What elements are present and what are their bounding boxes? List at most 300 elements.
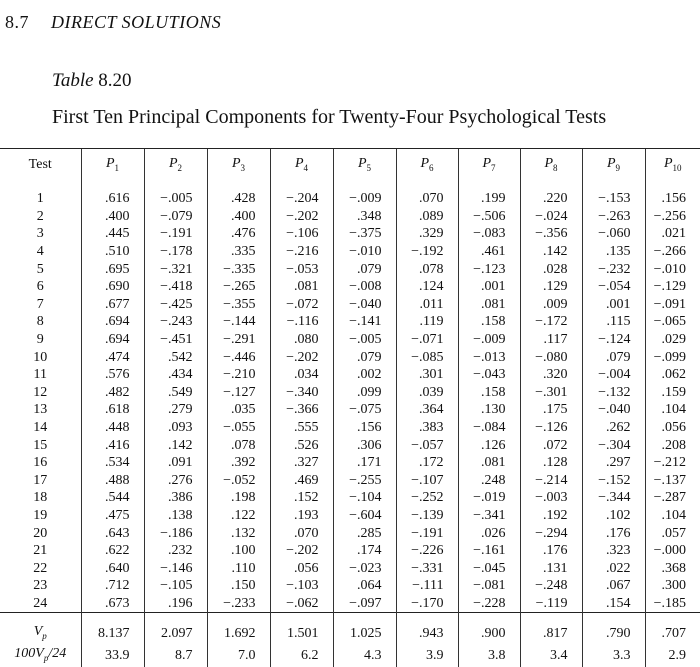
loading-cell: .142 <box>520 243 582 261</box>
loading-cell: .445 <box>81 225 144 243</box>
loading-cell: −.057 <box>396 436 458 454</box>
table-label <box>52 70 132 92</box>
loading-cell: .386 <box>144 489 207 507</box>
loading-cell: −.054 <box>582 278 645 296</box>
loading-cell: .618 <box>81 401 144 419</box>
loading-cell: −.202 <box>270 348 333 366</box>
col-header-p1: $P_1$ <box>81 149 144 180</box>
loading-cell: −.161 <box>458 542 520 560</box>
loading-cell: .150 <box>207 577 270 595</box>
loading-cell: .158 <box>458 384 520 402</box>
loading-cell: −.079 <box>144 208 207 226</box>
loading-cell: .122 <box>207 507 270 525</box>
loading-cell: .119 <box>396 313 458 331</box>
col-header-p6: $P_6$ <box>396 149 458 180</box>
loading-cell: −.366 <box>270 401 333 419</box>
loading-cell: .081 <box>270 278 333 296</box>
loading-cell: −.153 <box>582 180 645 208</box>
table-row <box>0 454 700 472</box>
test-number: 18 <box>33 490 48 506</box>
loading-cell: .279 <box>144 401 207 419</box>
loading-cell: .616 <box>81 180 144 208</box>
table-row <box>0 313 700 331</box>
loading-cell: −.055 <box>207 419 270 437</box>
pct-value: 7.0 <box>207 645 270 667</box>
table-row <box>0 507 700 525</box>
loading-cell: .156 <box>333 419 396 437</box>
loading-cell: .104 <box>645 401 700 419</box>
loading-cell: .001 <box>582 296 645 314</box>
loading-cell: −.604 <box>333 507 396 525</box>
loading-cell: −.263 <box>582 208 645 226</box>
test-number: 7 <box>36 296 44 312</box>
table-title: First Ten Principal Components for Twenty-Four Psychological Tests <box>52 106 607 128</box>
loading-cell: .104 <box>645 507 700 525</box>
loading-cell: −.178 <box>144 243 207 261</box>
col-header-p7: $P_7$ <box>458 149 520 180</box>
table-row <box>0 419 700 437</box>
loading-cell: −.191 <box>396 524 458 542</box>
loading-cell: −.344 <box>582 489 645 507</box>
test-number: 12 <box>33 384 48 400</box>
loading-cell: −.105 <box>144 577 207 595</box>
loading-cell: −.204 <box>270 180 333 208</box>
loading-cell: .673 <box>81 595 144 613</box>
loading-cell: .102 <box>582 507 645 525</box>
loading-cell: −.172 <box>520 313 582 331</box>
table-row <box>0 180 700 208</box>
loading-cell: .368 <box>645 559 700 577</box>
loading-cell: −.129 <box>645 278 700 296</box>
loading-cell: −.186 <box>144 524 207 542</box>
pct-value: 3.9 <box>396 645 458 667</box>
loading-cell: −.304 <box>582 436 645 454</box>
table-row <box>0 436 700 454</box>
loading-cell: −.005 <box>333 331 396 349</box>
test-number: 5 <box>36 261 44 277</box>
loading-cell: −.097 <box>333 595 396 613</box>
loading-cell: .488 <box>81 472 144 490</box>
loading-cell: .329 <box>396 225 458 243</box>
principal-components-table <box>0 149 700 667</box>
loading-cell: .549 <box>144 384 207 402</box>
test-number: 20 <box>33 525 48 541</box>
test-number: 6 <box>36 279 44 295</box>
loading-cell: .172 <box>396 454 458 472</box>
test-number: 1 <box>36 191 44 207</box>
section-title: DIRECT SOLUTIONS <box>51 12 222 32</box>
loading-cell: −.126 <box>520 419 582 437</box>
table-row <box>0 243 700 261</box>
loading-cell: .383 <box>396 419 458 437</box>
loading-cell: .475 <box>81 507 144 525</box>
loading-cell: −.119 <box>520 595 582 613</box>
loading-cell: −.080 <box>520 348 582 366</box>
loading-cell: −.216 <box>270 243 333 261</box>
col-header-p10: $P_{10}$ <box>645 149 700 180</box>
table-row <box>0 489 700 507</box>
loading-cell: .335 <box>207 243 270 261</box>
loading-cell: −.060 <box>582 225 645 243</box>
table-label-prefix: Table <box>52 70 94 91</box>
loading-cell: −.040 <box>582 401 645 419</box>
loading-cell: −.081 <box>458 577 520 595</box>
loading-cell: −.192 <box>396 243 458 261</box>
loading-cell: −.139 <box>396 507 458 525</box>
loading-cell: .079 <box>333 348 396 366</box>
loading-cell: .081 <box>458 296 520 314</box>
loading-cell: −.266 <box>645 243 700 261</box>
loading-cell: .428 <box>207 180 270 208</box>
loading-cell: −.451 <box>144 331 207 349</box>
loading-cell: .526 <box>270 436 333 454</box>
loading-cell: −.214 <box>520 472 582 490</box>
loading-cell: .022 <box>582 559 645 577</box>
loading-cell: .117 <box>520 331 582 349</box>
loading-cell: −.043 <box>458 366 520 384</box>
loading-cell: −.243 <box>144 313 207 331</box>
loading-cell: −.252 <box>396 489 458 507</box>
loading-cell: .079 <box>582 348 645 366</box>
table-row <box>0 384 700 402</box>
loading-cell: .193 <box>270 507 333 525</box>
loading-cell: −.000 <box>645 542 700 560</box>
pct-value: 3.4 <box>520 645 582 667</box>
loading-cell: .001 <box>458 278 520 296</box>
loading-cell: −.232 <box>582 260 645 278</box>
vp-value: .817 <box>520 613 582 645</box>
loading-cell: .158 <box>458 313 520 331</box>
loading-cell: .029 <box>645 331 700 349</box>
loading-cell: −.212 <box>645 454 700 472</box>
loading-cell: −.005 <box>144 180 207 208</box>
loading-cell: .694 <box>81 331 144 349</box>
loading-cell: .695 <box>81 260 144 278</box>
loading-cell: .131 <box>520 559 582 577</box>
loading-cell: −.202 <box>270 542 333 560</box>
loading-cell: .196 <box>144 595 207 613</box>
pct-value: 8.7 <box>144 645 207 667</box>
table-row <box>0 208 700 226</box>
loading-cell: .039 <box>396 384 458 402</box>
loading-cell: .301 <box>396 366 458 384</box>
loading-cell: .434 <box>144 366 207 384</box>
table-row <box>0 260 700 278</box>
loading-cell: −.107 <box>396 472 458 490</box>
test-number: 22 <box>33 560 48 576</box>
loading-cell: −.071 <box>396 331 458 349</box>
pct-row <box>0 645 700 667</box>
loading-cell: .276 <box>144 472 207 490</box>
loading-cell: −.072 <box>270 296 333 314</box>
loading-cell: .126 <box>458 436 520 454</box>
loading-cell: .057 <box>645 524 700 542</box>
loading-cell: −.065 <box>645 313 700 331</box>
loading-cell: .062 <box>645 366 700 384</box>
loading-cell: .099 <box>333 384 396 402</box>
loading-cell: .171 <box>333 454 396 472</box>
test-number: 19 <box>33 507 48 523</box>
loading-cell: .199 <box>458 180 520 208</box>
loading-cell: .555 <box>270 419 333 437</box>
loading-cell: .132 <box>207 524 270 542</box>
test-number: 8 <box>36 314 44 330</box>
col-header-p3: $P_3$ <box>207 149 270 180</box>
loading-cell: .128 <box>520 454 582 472</box>
col-header-p8: $P_8$ <box>520 149 582 180</box>
loading-cell: −.418 <box>144 278 207 296</box>
loading-cell: −.191 <box>144 225 207 243</box>
loading-cell: −.040 <box>333 296 396 314</box>
table-row <box>0 278 700 296</box>
loading-cell: −.104 <box>333 489 396 507</box>
loading-cell: −.009 <box>458 331 520 349</box>
loading-cell: −.331 <box>396 559 458 577</box>
test-number: 4 <box>36 244 44 260</box>
loading-cell: .072 <box>520 436 582 454</box>
vp-value: 8.137 <box>81 613 144 645</box>
loading-cell: .064 <box>333 577 396 595</box>
loading-cell: −.301 <box>520 384 582 402</box>
loading-cell: .320 <box>520 366 582 384</box>
loading-cell: −.062 <box>270 595 333 613</box>
loading-cell: .093 <box>144 419 207 437</box>
pct-value: 2.9 <box>645 645 700 667</box>
loading-cell: .482 <box>81 384 144 402</box>
loading-cell: −.291 <box>207 331 270 349</box>
loading-cell: −.010 <box>645 260 700 278</box>
table-row <box>0 542 700 560</box>
running-header <box>5 12 221 33</box>
loading-cell: −.256 <box>645 208 700 226</box>
loading-cell: .208 <box>645 436 700 454</box>
loading-cell: .009 <box>520 296 582 314</box>
table-body <box>0 180 700 613</box>
col-header-p5: $P_5$ <box>333 149 396 180</box>
loading-cell: −.294 <box>520 524 582 542</box>
loading-cell: −.356 <box>520 225 582 243</box>
loading-cell: −.340 <box>270 384 333 402</box>
table-row <box>0 331 700 349</box>
loading-cell: −.127 <box>207 384 270 402</box>
table-row <box>0 225 700 243</box>
loading-cell: .142 <box>144 436 207 454</box>
loading-cell: −.024 <box>520 208 582 226</box>
table-row <box>0 366 700 384</box>
loading-cell: .159 <box>645 384 700 402</box>
loading-cell: .392 <box>207 454 270 472</box>
pct-label: $100V_p/24$ <box>14 646 67 663</box>
loading-cell: .056 <box>645 419 700 437</box>
table-header-row <box>0 149 700 180</box>
loading-cell: −.075 <box>333 401 396 419</box>
loading-cell: .152 <box>270 489 333 507</box>
loading-cell: .056 <box>270 559 333 577</box>
loading-cell: −.226 <box>396 542 458 560</box>
vp-value: .900 <box>458 613 520 645</box>
loading-cell: .220 <box>520 180 582 208</box>
loading-cell: .034 <box>270 366 333 384</box>
loading-cell: .643 <box>81 524 144 542</box>
test-number: 3 <box>36 226 44 242</box>
loading-cell: −.009 <box>333 180 396 208</box>
loading-cell: −.287 <box>645 489 700 507</box>
loading-cell: .138 <box>144 507 207 525</box>
loading-cell: −.023 <box>333 559 396 577</box>
loading-cell: .690 <box>81 278 144 296</box>
loading-cell: −.106 <box>270 225 333 243</box>
loading-cell: .448 <box>81 419 144 437</box>
loading-cell: .510 <box>81 243 144 261</box>
loading-cell: .070 <box>396 180 458 208</box>
test-number: 24 <box>33 595 48 611</box>
loading-cell: .306 <box>333 436 396 454</box>
loading-cell: .364 <box>396 401 458 419</box>
loading-cell: .174 <box>333 542 396 560</box>
loading-cell: .469 <box>270 472 333 490</box>
pct-value: 3.3 <box>582 645 645 667</box>
loading-cell: −.013 <box>458 348 520 366</box>
loading-cell: −.185 <box>645 595 700 613</box>
loading-cell: −.004 <box>582 366 645 384</box>
loading-cell: .154 <box>582 595 645 613</box>
loading-cell: .400 <box>81 208 144 226</box>
test-number: 17 <box>33 472 48 488</box>
pct-value: 4.3 <box>333 645 396 667</box>
loading-cell: −.375 <box>333 225 396 243</box>
loading-cell: .135 <box>582 243 645 261</box>
vp-value: 1.692 <box>207 613 270 645</box>
loading-cell: .262 <box>582 419 645 437</box>
col-header-p4: $P_4$ <box>270 149 333 180</box>
loading-cell: −.141 <box>333 313 396 331</box>
vp-value: 1.025 <box>333 613 396 645</box>
section-number: 8.7 <box>5 12 29 32</box>
test-number: 14 <box>33 420 48 436</box>
test-number: 23 <box>33 578 48 594</box>
test-number: 15 <box>33 437 48 453</box>
loading-cell: −.019 <box>458 489 520 507</box>
loading-cell: .124 <box>396 278 458 296</box>
loading-cell: −.152 <box>582 472 645 490</box>
loading-cell: −.202 <box>270 208 333 226</box>
loading-cell: .176 <box>520 542 582 560</box>
loading-cell: .198 <box>207 489 270 507</box>
loading-cell: .110 <box>207 559 270 577</box>
test-number: 21 <box>33 543 48 559</box>
loading-cell: −.265 <box>207 278 270 296</box>
loading-cell: .323 <box>582 542 645 560</box>
loading-cell: .028 <box>520 260 582 278</box>
loading-cell: .192 <box>520 507 582 525</box>
loading-cell: −.233 <box>207 595 270 613</box>
vp-value: .943 <box>396 613 458 645</box>
loading-cell: .542 <box>144 348 207 366</box>
loading-cell: −.170 <box>396 595 458 613</box>
loading-cell: .677 <box>81 296 144 314</box>
loading-cell: .176 <box>582 524 645 542</box>
loading-cell: .129 <box>520 278 582 296</box>
loading-cell: .011 <box>396 296 458 314</box>
table-row <box>0 577 700 595</box>
test-number: 16 <box>33 455 48 471</box>
vp-value: .707 <box>645 613 700 645</box>
table-row <box>0 296 700 314</box>
loading-cell: −.084 <box>458 419 520 437</box>
loading-cell: −.123 <box>458 260 520 278</box>
test-number: 9 <box>36 332 44 348</box>
loading-cell: .348 <box>333 208 396 226</box>
loading-cell: .115 <box>582 313 645 331</box>
loading-cell: −.506 <box>458 208 520 226</box>
loading-cell: .300 <box>645 577 700 595</box>
loading-cell: .285 <box>333 524 396 542</box>
loading-cell: −.003 <box>520 489 582 507</box>
loading-cell: .248 <box>458 472 520 490</box>
loading-cell: .081 <box>458 454 520 472</box>
loading-cell: −.144 <box>207 313 270 331</box>
loading-cell: −.052 <box>207 472 270 490</box>
col-header-p2: $P_2$ <box>144 149 207 180</box>
loading-cell: .002 <box>333 366 396 384</box>
loading-cell: .091 <box>144 454 207 472</box>
loading-cell: −.083 <box>458 225 520 243</box>
loading-cell: .130 <box>458 401 520 419</box>
loading-cell: .026 <box>458 524 520 542</box>
loading-cell: −.124 <box>582 331 645 349</box>
table-label-number: 8.20 <box>98 70 132 91</box>
loading-cell: −.103 <box>270 577 333 595</box>
test-number: 11 <box>33 367 47 383</box>
loading-cell: −.116 <box>270 313 333 331</box>
table-row <box>0 472 700 490</box>
table-row <box>0 401 700 419</box>
vp-label: $V_p$ <box>0 613 81 645</box>
vp-value: 1.501 <box>270 613 333 645</box>
loading-cell: −.132 <box>582 384 645 402</box>
loading-cell: .544 <box>81 489 144 507</box>
loading-cell: −.146 <box>144 559 207 577</box>
loading-cell: .156 <box>645 180 700 208</box>
loading-cell: .640 <box>81 559 144 577</box>
table-row <box>0 559 700 577</box>
loading-cell: −.099 <box>645 348 700 366</box>
pct-value: 3.8 <box>458 645 520 667</box>
vp-value: .790 <box>582 613 645 645</box>
loading-cell: −.228 <box>458 595 520 613</box>
loading-cell: .078 <box>207 436 270 454</box>
test-number: 13 <box>33 402 48 418</box>
loading-cell: .400 <box>207 208 270 226</box>
loading-cell: .694 <box>81 313 144 331</box>
loading-cell: −.010 <box>333 243 396 261</box>
table-row <box>0 595 700 613</box>
loading-cell: .070 <box>270 524 333 542</box>
loading-cell: .175 <box>520 401 582 419</box>
loading-cell: .089 <box>396 208 458 226</box>
loading-cell: −.341 <box>458 507 520 525</box>
loading-cell: −.355 <box>207 296 270 314</box>
loading-cell: −.210 <box>207 366 270 384</box>
loading-cell: −.045 <box>458 559 520 577</box>
loading-cell: −.255 <box>333 472 396 490</box>
table-row <box>0 524 700 542</box>
loading-cell: .534 <box>81 454 144 472</box>
loading-cell: −.111 <box>396 577 458 595</box>
loading-cell: .474 <box>81 348 144 366</box>
test-number: 10 <box>33 349 48 365</box>
col-header-p9: $P_9$ <box>582 149 645 180</box>
